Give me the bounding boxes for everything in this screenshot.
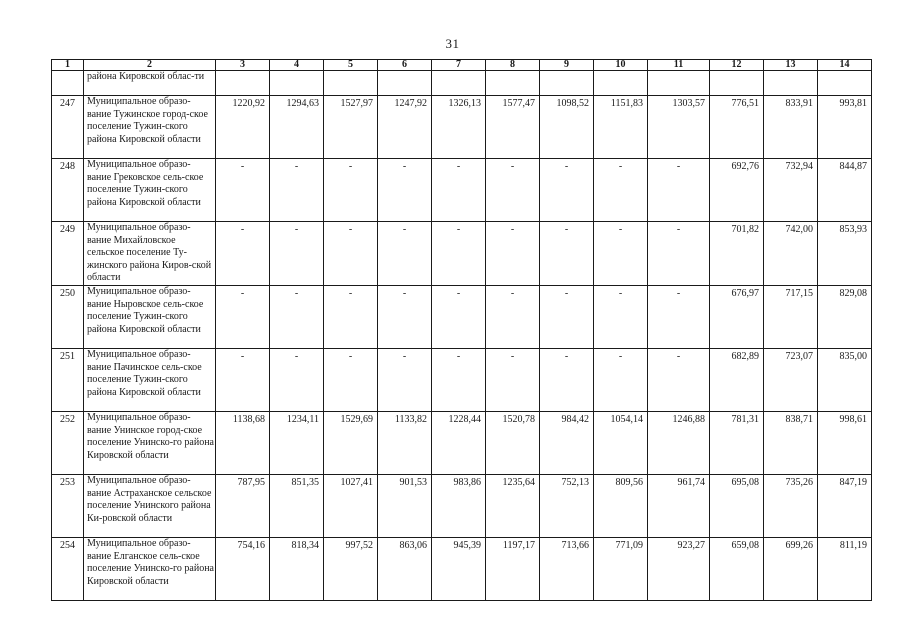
- value-cell: 713,66: [540, 537, 594, 600]
- value-cell: 1151,83: [594, 96, 648, 159]
- row-number: 248: [52, 159, 84, 222]
- value-cell: 997,52: [324, 537, 378, 600]
- value-cell: -: [594, 222, 648, 286]
- value-cell: -: [648, 348, 710, 411]
- value-cell: 983,86: [432, 474, 486, 537]
- value-cell: -: [594, 285, 648, 348]
- value-cell: 1220,92: [216, 96, 270, 159]
- value-cell: 945,39: [432, 537, 486, 600]
- column-header: 10: [594, 60, 648, 71]
- value-cell: 692,76: [710, 159, 764, 222]
- value-cell: -: [270, 159, 324, 222]
- value-cell: 1228,44: [432, 411, 486, 474]
- page-number: 31: [445, 36, 460, 51]
- value-cell: 863,06: [378, 537, 432, 600]
- value-cell: -: [432, 285, 486, 348]
- row-number: 249: [52, 222, 84, 286]
- value-cell: 771,09: [594, 537, 648, 600]
- value-cell: 1303,57: [648, 96, 710, 159]
- value-cell: 835,00: [818, 348, 872, 411]
- table-row: [52, 474, 872, 537]
- value-cell: -: [270, 285, 324, 348]
- value-cell: 1235,64: [486, 474, 540, 537]
- table-row: [52, 285, 872, 348]
- value-cell: -: [324, 159, 378, 222]
- column-header: 4: [270, 60, 324, 71]
- value-cell: 717,15: [764, 285, 818, 348]
- value-cell: 838,71: [764, 411, 818, 474]
- value-cell: 829,08: [818, 285, 872, 348]
- value-cell: 1138,68: [216, 411, 270, 474]
- value-cell: 1133,82: [378, 411, 432, 474]
- column-header: 6: [378, 60, 432, 71]
- value-cell: -: [432, 348, 486, 411]
- value-cell: -: [378, 159, 432, 222]
- row-number: 254: [52, 537, 84, 600]
- value-cell: 682,89: [710, 348, 764, 411]
- value-cell: -: [540, 285, 594, 348]
- column-header: 12: [710, 60, 764, 71]
- value-cell: 847,19: [818, 474, 872, 537]
- value-cell: 1247,92: [378, 96, 432, 159]
- value-cell: -: [540, 159, 594, 222]
- row-number: 247: [52, 96, 84, 159]
- value-cell: 659,08: [710, 537, 764, 600]
- table-row: [52, 537, 872, 600]
- value-cell: -: [324, 285, 378, 348]
- value-cell: 776,51: [710, 96, 764, 159]
- column-header: 9: [540, 60, 594, 71]
- table-row: [52, 348, 872, 411]
- value-cell: 781,31: [710, 411, 764, 474]
- municipality-name: Муниципальное образо-вание Астраханское сельское поселение Унинского района Ки-ровской области: [84, 474, 216, 537]
- table-row: [52, 411, 872, 474]
- value-cell: 833,91: [764, 96, 818, 159]
- value-cell: -: [270, 348, 324, 411]
- value-cell: -: [324, 348, 378, 411]
- value-cell: 695,08: [710, 474, 764, 537]
- tariff-table: [51, 59, 872, 601]
- value-cell: 851,35: [270, 474, 324, 537]
- value-cell: 787,95: [216, 474, 270, 537]
- column-header: 5: [324, 60, 378, 71]
- value-cell: 676,97: [710, 285, 764, 348]
- column-header: 3: [216, 60, 270, 71]
- value-cell: 1234,11: [270, 411, 324, 474]
- value-cell: 984,42: [540, 411, 594, 474]
- value-cell: 752,13: [540, 474, 594, 537]
- column-header: 2: [84, 60, 216, 71]
- value-cell: -: [486, 348, 540, 411]
- value-cell: -: [216, 348, 270, 411]
- value-cell: 923,27: [648, 537, 710, 600]
- value-cell: 809,56: [594, 474, 648, 537]
- municipality-name: Муниципальное образо-вание Тужинское город-ское поселение Тужин-ского района Кировской области: [84, 96, 216, 159]
- value-cell: -: [216, 159, 270, 222]
- column-header: 7: [432, 60, 486, 71]
- value-cell: 818,34: [270, 537, 324, 600]
- value-cell: -: [648, 222, 710, 286]
- value-cell: -: [648, 159, 710, 222]
- continuation-text: района Кировской облас-ти: [84, 71, 216, 96]
- value-cell: -: [486, 222, 540, 286]
- continuation-row: [52, 71, 872, 96]
- column-header: 11: [648, 60, 710, 71]
- table-row: [52, 159, 872, 222]
- table-row: [52, 96, 872, 159]
- value-cell: 998,61: [818, 411, 872, 474]
- value-cell: 735,26: [764, 474, 818, 537]
- municipality-name: Муниципальное образо-вание Унинское город-ское поселение Унинско-го района Кировской области: [84, 411, 216, 474]
- value-cell: -: [378, 285, 432, 348]
- value-cell: -: [216, 285, 270, 348]
- value-cell: 853,93: [818, 222, 872, 286]
- municipality-name: Муниципальное образо-вание Михайловское сельское поселение Ту-жинского района Киров-ской области: [84, 222, 216, 286]
- value-cell: -: [432, 222, 486, 286]
- value-cell: -: [486, 159, 540, 222]
- value-cell: -: [270, 222, 324, 286]
- column-header: 1: [52, 60, 84, 71]
- value-cell: -: [432, 159, 486, 222]
- column-header: 14: [818, 60, 872, 71]
- value-cell: 1054,14: [594, 411, 648, 474]
- row-number: 252: [52, 411, 84, 474]
- value-cell: 1577,47: [486, 96, 540, 159]
- value-cell: -: [540, 348, 594, 411]
- column-header: 8: [486, 60, 540, 71]
- municipality-name: Муниципальное образо-вание Елганское сель-ское поселение Унинско-го района Кировской области: [84, 537, 216, 600]
- value-cell: 1520,78: [486, 411, 540, 474]
- value-cell: -: [648, 285, 710, 348]
- value-cell: -: [324, 222, 378, 286]
- value-cell: -: [486, 285, 540, 348]
- value-cell: 844,87: [818, 159, 872, 222]
- municipality-name: Муниципальное образо-вание Ныровское сель-ское поселение Тужин-ского района Кировской области: [84, 285, 216, 348]
- table-row: [52, 222, 872, 286]
- value-cell: 1246,88: [648, 411, 710, 474]
- municipality-name: Муниципальное образо-вание Пачинское сель-ское поселение Тужин-ского района Кировской области: [84, 348, 216, 411]
- column-header: 13: [764, 60, 818, 71]
- header-row: [52, 60, 872, 71]
- value-cell: -: [594, 348, 648, 411]
- value-cell: 742,00: [764, 222, 818, 286]
- value-cell: 732,94: [764, 159, 818, 222]
- value-cell: 754,16: [216, 537, 270, 600]
- value-cell: 901,53: [378, 474, 432, 537]
- value-cell: -: [216, 222, 270, 286]
- row-number: 251: [52, 348, 84, 411]
- value-cell: 1294,63: [270, 96, 324, 159]
- value-cell: 701,82: [710, 222, 764, 286]
- value-cell: 1197,17: [486, 537, 540, 600]
- value-cell: 993,81: [818, 96, 872, 159]
- value-cell: 961,74: [648, 474, 710, 537]
- value-cell: 1529,69: [324, 411, 378, 474]
- value-cell: 699,26: [764, 537, 818, 600]
- value-cell: -: [378, 348, 432, 411]
- value-cell: -: [594, 159, 648, 222]
- value-cell: 723,07: [764, 348, 818, 411]
- row-number: 250: [52, 285, 84, 348]
- value-cell: -: [540, 222, 594, 286]
- municipality-name: Муниципальное образо-вание Грековское сель-ское поселение Тужин-ского района Кировской области: [84, 159, 216, 222]
- value-cell: 1326,13: [432, 96, 486, 159]
- value-cell: -: [378, 222, 432, 286]
- value-cell: 1027,41: [324, 474, 378, 537]
- value-cell: 811,19: [818, 537, 872, 600]
- value-cell: 1098,52: [540, 96, 594, 159]
- row-number: 253: [52, 474, 84, 537]
- value-cell: 1527,97: [324, 96, 378, 159]
